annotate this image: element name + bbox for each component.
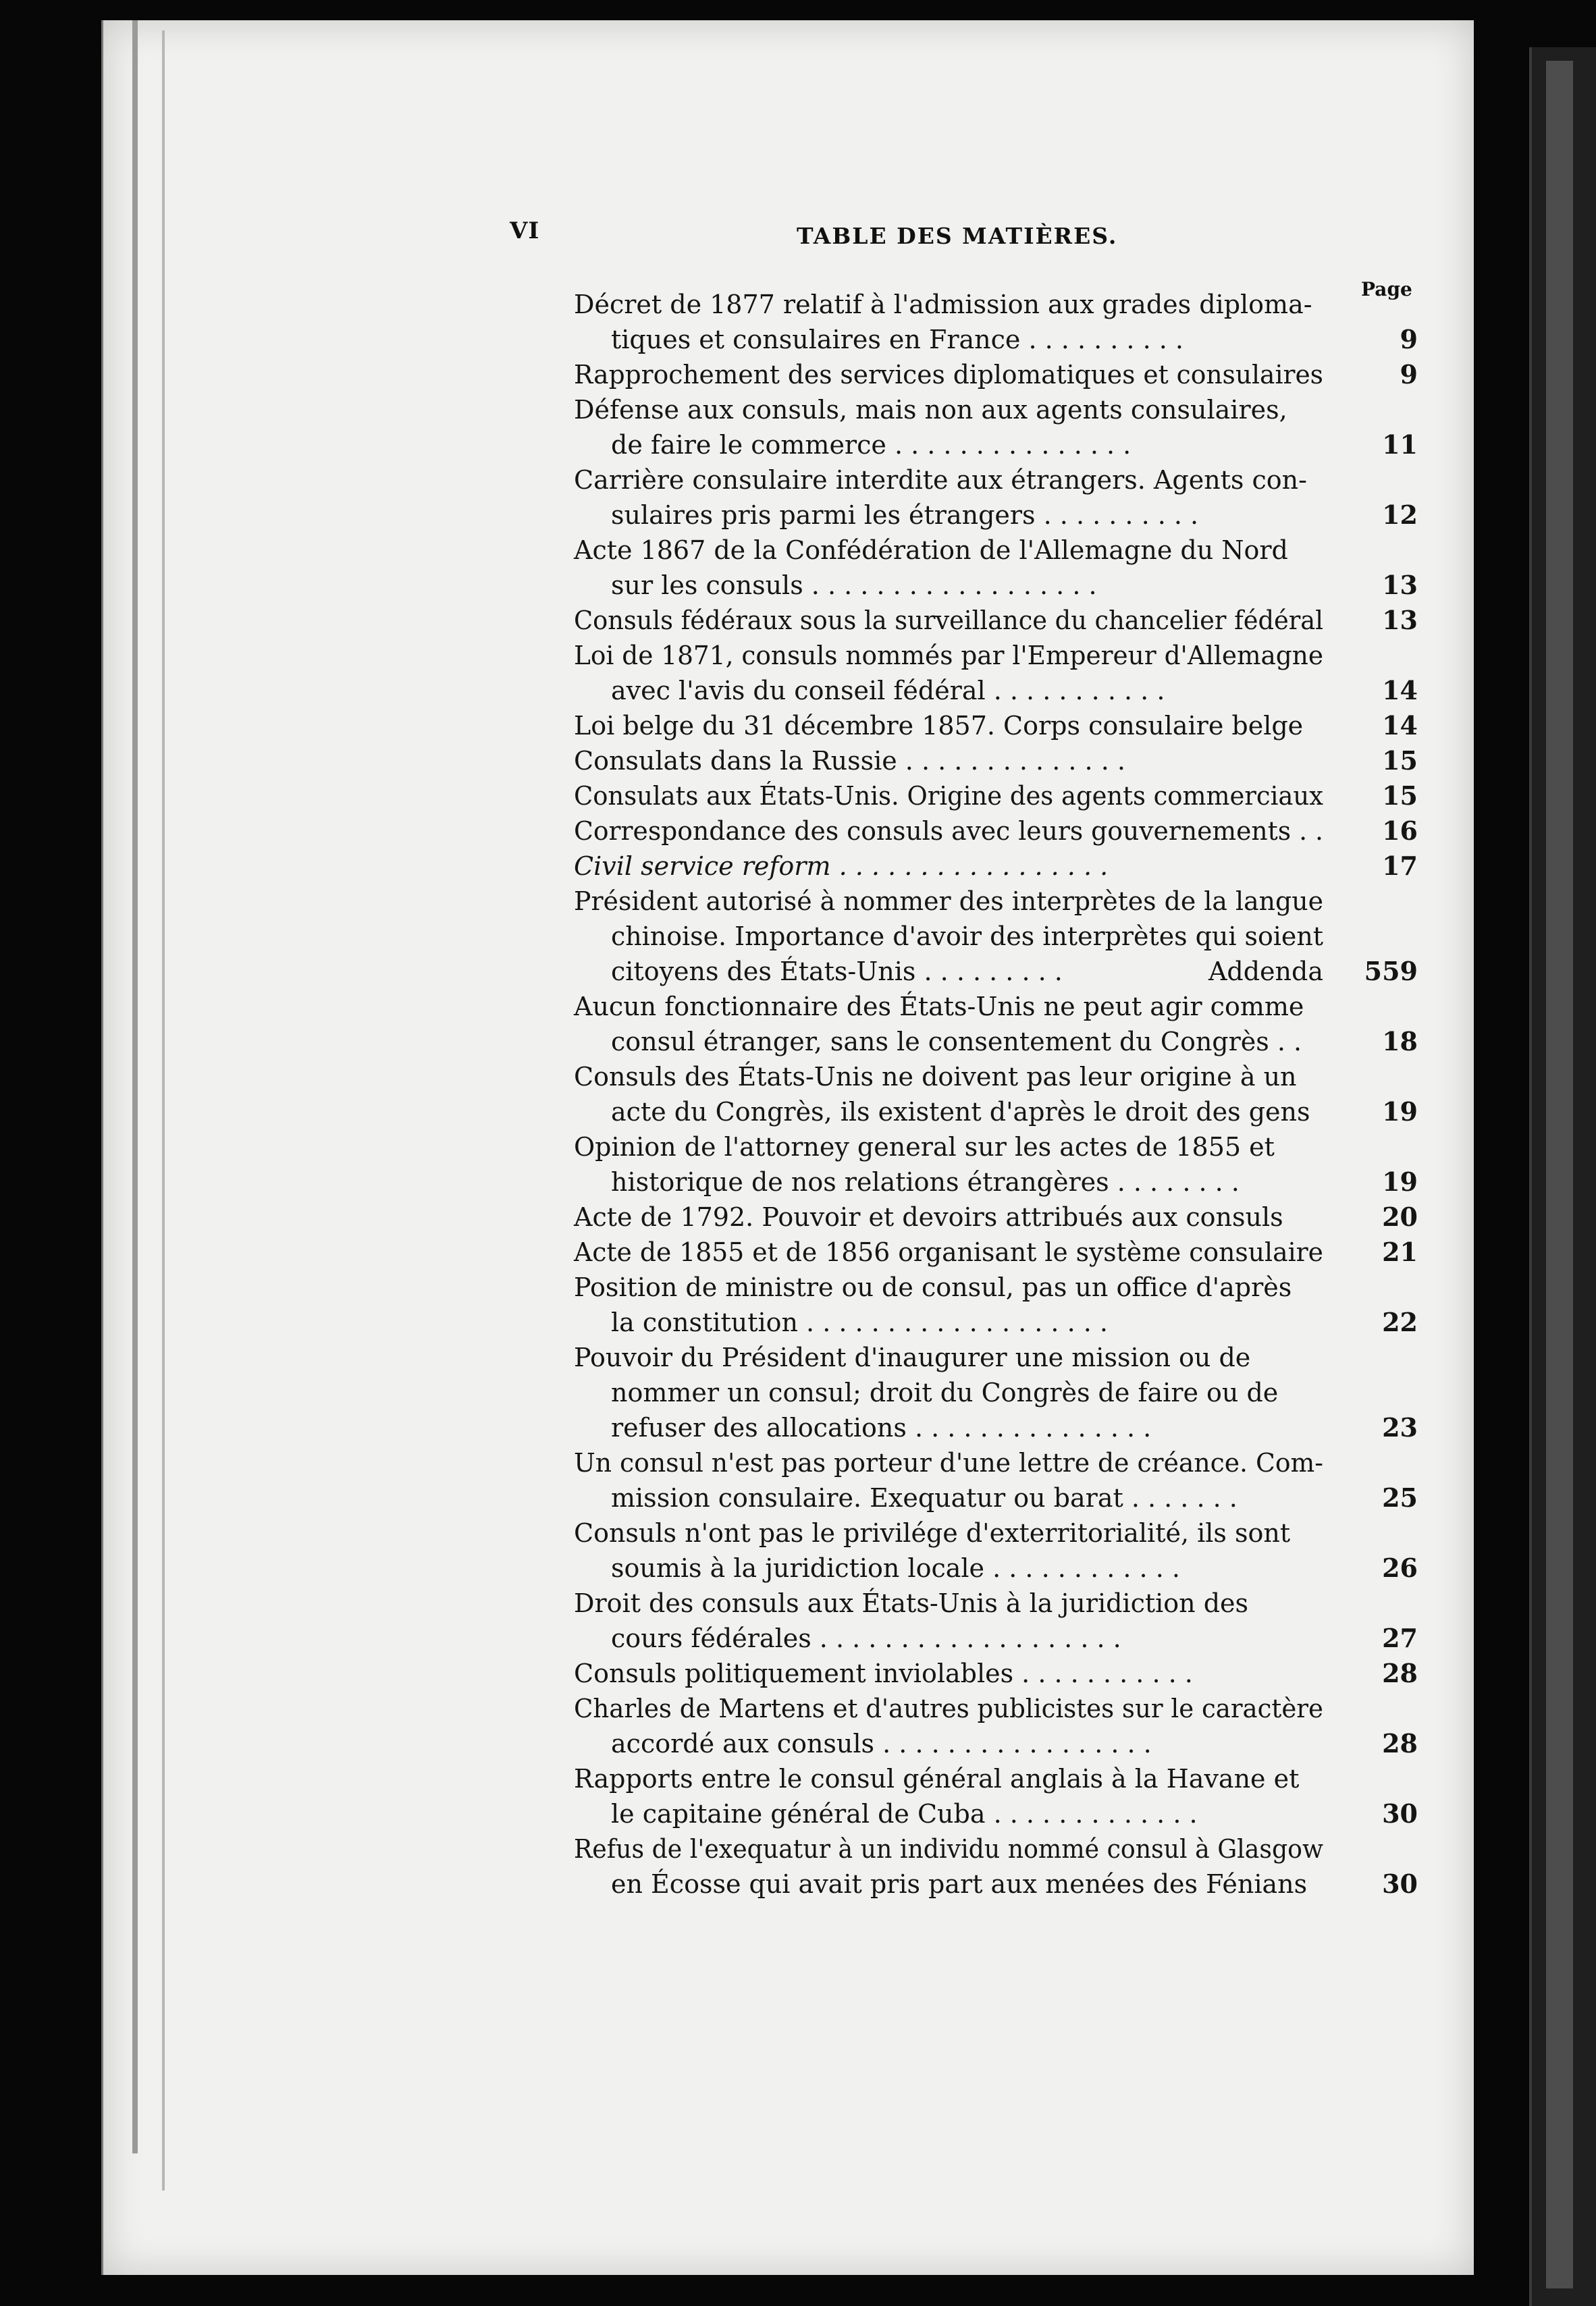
toc-entry [574, 989, 1418, 1059]
toc-line [574, 743, 1418, 778]
toc-page-number: 9 [1400, 324, 1418, 354]
toc-entry [574, 1761, 1418, 1831]
toc-page-number: 21 [1382, 1237, 1418, 1267]
toc-line [574, 1621, 1418, 1656]
toc-entry [574, 743, 1418, 778]
toc-page-number: 559 [1364, 956, 1418, 986]
toc-line [574, 1094, 1418, 1129]
toc-page-number: 17 [1382, 851, 1418, 881]
toc-entry [574, 287, 1418, 357]
toc-line-text: de faire le commerce . . . . . . . . . . . . . . . [611, 430, 1132, 460]
toc-line [574, 1200, 1418, 1235]
toc-page-number: 23 [1382, 1412, 1418, 1443]
toc-line-text: le capitaine général de Cuba . . . . . . . . . . . . . [611, 1799, 1198, 1829]
toc-line-text: refuser des allocations . . . . . . . . . . . . . . . [611, 1413, 1152, 1443]
toc-line-text: Acte de 1855 et de 1856 organisant le système consulaire [574, 1237, 1324, 1267]
addenda-label: Addenda [1208, 957, 1323, 986]
toc-line [574, 673, 1418, 708]
toc-entry [574, 1691, 1418, 1761]
toc-line-text: Rapports entre le consul général anglais à la Havane et [574, 1764, 1300, 1794]
toc-line-text: tiques et consulaires en France . . . . . . . . . . [611, 325, 1183, 354]
toc-line [574, 1586, 1418, 1621]
toc-entry [574, 708, 1418, 743]
toc-entry [574, 392, 1418, 462]
toc-line [574, 954, 1418, 989]
toc-line [574, 1340, 1418, 1375]
toc-page-number: 27 [1382, 1623, 1418, 1653]
toc-line-text: historique de nos relations étrangères . . . . . . . . [611, 1167, 1240, 1197]
page-edge-line [162, 30, 165, 2191]
toc-line [574, 392, 1418, 427]
toc-line [574, 1516, 1418, 1551]
toc-entry [574, 1445, 1418, 1516]
toc-line-text: Consulats aux États-Unis. Origine des agents commerciaux [574, 781, 1323, 811]
toc-line [574, 1761, 1418, 1796]
toc-page-number: 15 [1382, 780, 1418, 811]
toc-page-number: 30 [1382, 1798, 1418, 1829]
toc-entry [574, 884, 1418, 989]
toc-entry [574, 638, 1418, 708]
toc-line [574, 1164, 1418, 1200]
page-column-label: Page [1361, 278, 1412, 300]
toc-line-text: avec l'avis du conseil fédéral . . . . . . . . . . . [611, 676, 1165, 705]
toc-entry [574, 1831, 1418, 1902]
toc-line-text: Refus de l'exequatur à un individu nommé consul à Glasgow [574, 1834, 1324, 1864]
toc-page-number: 20 [1382, 1202, 1418, 1232]
toc-entry [574, 357, 1418, 392]
toc-line [574, 568, 1418, 603]
toc-line-text: Un consul n'est pas porteur d'une lettre de créance. Com- [574, 1448, 1324, 1478]
toc-line [574, 322, 1418, 357]
toc-entry [574, 1516, 1418, 1586]
table-of-contents [574, 287, 1418, 1902]
toc-line [574, 989, 1418, 1024]
toc-entry [574, 813, 1418, 849]
toc-line [574, 1235, 1418, 1270]
toc-page-number: 28 [1382, 1658, 1418, 1688]
page-edge-shadow [132, 20, 138, 2153]
toc-page-number: 14 [1382, 710, 1418, 741]
toc-line [574, 1305, 1418, 1340]
toc-line-text: Position de ministre ou de consul, pas un office d'après [574, 1272, 1292, 1302]
toc-line-text: acte du Congrès, ils existent d'après le droit des gens [611, 1097, 1310, 1127]
toc-line-text: Carrière consulaire interdite aux étrangers. Agents con- [574, 465, 1307, 495]
toc-line [574, 884, 1418, 919]
toc-line [574, 1059, 1418, 1094]
toc-page-number: 26 [1382, 1553, 1418, 1583]
toc-page-number: 14 [1382, 675, 1418, 705]
toc-line-text: Correspondance des consuls avec leurs gouvernements . . [574, 816, 1324, 846]
toc-page-number: 12 [1382, 500, 1418, 530]
toc-line-text: accordé aux consuls . . . . . . . . . . . . . . . . . [611, 1729, 1152, 1759]
toc-line-text: Décret de 1877 relatif à l'admission aux grades diploma- [574, 290, 1312, 319]
toc-page-number: 22 [1382, 1307, 1418, 1337]
toc-line [574, 462, 1418, 498]
toc-entry [574, 1200, 1418, 1235]
toc-entry [574, 1235, 1418, 1270]
toc-page-number: 19 [1382, 1167, 1418, 1197]
toc-line [574, 498, 1418, 533]
toc-line-text: sur les consuls . . . . . . . . . . . . . . . . . . [611, 570, 1097, 600]
toc-line-text: sulaires pris parmi les étrangers . . . . . . . . . . [611, 500, 1199, 530]
toc-line-text: Consulats dans la Russie . . . . . . . . . . . . . . [574, 746, 1125, 776]
toc-line-text: soumis à la juridiction locale . . . . . . . . . . . . [611, 1553, 1180, 1583]
toc-line [574, 813, 1418, 849]
toc-line-text: Défense aux consuls, mais non aux agents consulaires, [574, 395, 1287, 425]
toc-line [574, 919, 1418, 954]
toc-line [574, 1410, 1418, 1445]
toc-line-text: Consuls politiquement inviolables . . . . . . . . . . . [574, 1659, 1193, 1688]
toc-page-number: 18 [1382, 1026, 1418, 1056]
toc-line [574, 1270, 1418, 1305]
toc-entry [574, 778, 1418, 813]
toc-page-number: 19 [1382, 1096, 1418, 1127]
toc-line [574, 1445, 1418, 1480]
toc-line-text: Loi belge du 31 décembre 1857. Corps consulaire belge [574, 711, 1304, 741]
toc-line [574, 1867, 1418, 1902]
toc-page-number: 16 [1382, 815, 1418, 846]
toc-entry [574, 533, 1418, 603]
toc-line [574, 1375, 1418, 1410]
toc-line-text: Droit des consuls aux États-Unis à la juridiction des [574, 1588, 1249, 1618]
toc-line [574, 427, 1418, 462]
toc-line [574, 533, 1418, 568]
page-title: TABLE DES MATIÈRES. [797, 223, 1118, 249]
toc-entry [574, 603, 1418, 638]
page-number: VI [510, 217, 540, 244]
toc-line [574, 778, 1418, 813]
toc-line [574, 1691, 1418, 1726]
toc-line-text: Acte 1867 de la Confédération de l'Allemagne du Nord [574, 535, 1288, 565]
toc-line-text: Président autorisé à nommer des interprètes de la langue [574, 886, 1324, 916]
toc-entry [574, 849, 1418, 884]
toc-line-text: chinoise. Importance d'avoir des interprètes qui soient [611, 921, 1324, 951]
toc-line [574, 1551, 1418, 1586]
toc-line [574, 603, 1418, 638]
toc-line [574, 287, 1418, 322]
toc-line-text: Consuls n'ont pas le privilége d'exterritorialité, ils sont [574, 1518, 1291, 1548]
toc-entry [574, 1059, 1418, 1129]
toc-line-text: la constitution . . . . . . . . . . . . . . . . . . . [611, 1308, 1108, 1337]
toc-line-text: Acte de 1792. Pouvoir et devoirs attribués aux consuls [574, 1202, 1283, 1232]
toc-line [574, 708, 1418, 743]
toc-line [574, 357, 1418, 392]
toc-line [574, 849, 1418, 884]
toc-page-number: 13 [1382, 570, 1418, 600]
toc-line-text: nommer un consul; droit du Congrès de faire ou de [611, 1378, 1279, 1407]
toc-page-number: 9 [1400, 359, 1418, 390]
toc-line [574, 1831, 1418, 1867]
toc-line [574, 1726, 1418, 1761]
toc-line-text: cours fédérales . . . . . . . . . . . . . . . . . . . [611, 1624, 1121, 1653]
toc-line-text: Consuls des États-Unis ne doivent pas leur origine à un [574, 1062, 1297, 1092]
toc-entry [574, 1656, 1418, 1691]
toc-page-number: 30 [1382, 1869, 1418, 1899]
toc-page-number: 25 [1382, 1482, 1418, 1513]
toc-line-text: Loi de 1871, consuls nommés par l'Empereur d'Allemagne [574, 641, 1324, 670]
toc-line-text: en Écosse qui avait pris part aux menées des Fénians [611, 1869, 1308, 1899]
toc-page-number: 15 [1382, 745, 1418, 776]
toc-line [574, 1024, 1418, 1059]
toc-line-text: Charles de Martens et d'autres publicistes sur le caractère [574, 1694, 1323, 1723]
toc-entry [574, 462, 1418, 533]
toc-entry [574, 1340, 1418, 1445]
toc-line-text: Opinion de l'attorney general sur les actes de 1855 et [574, 1132, 1275, 1162]
toc-line-text: Rapprochement des services diplomatiques et consulaires [574, 360, 1323, 390]
toc-line-text: Consuls fédéraux sous la surveillance du chancelier fédéral [574, 606, 1323, 635]
toc-line-text: Aucun fonctionnaire des États-Unis ne peut agir comme [574, 992, 1304, 1021]
toc-line [574, 1480, 1418, 1516]
toc-line [574, 1129, 1418, 1164]
toc-line-text: consul étranger, sans le consentement du Congrès . . [611, 1027, 1302, 1056]
toc-line [574, 1796, 1418, 1831]
toc-line-text: Civil service reform . . . . . . . . . . . . . . . . . [574, 851, 1109, 881]
toc-page-number: 28 [1382, 1728, 1418, 1759]
toc-entry [574, 1270, 1418, 1340]
toc-entry [574, 1586, 1418, 1656]
toc-entry [574, 1129, 1418, 1200]
toc-line-text: Pouvoir du Président d'inaugurer une mission ou de [574, 1343, 1251, 1372]
toc-line [574, 1656, 1418, 1691]
toc-line-text: mission consulaire. Exequatur ou barat . . . . . . . [611, 1483, 1238, 1513]
toc-page-number: 11 [1382, 429, 1418, 460]
adjacent-page-highlight [1546, 61, 1573, 2288]
toc-line [574, 638, 1418, 673]
toc-line-text: citoyens des États-Unis . . . . . . . . . [611, 957, 1063, 986]
toc-page-number: 13 [1382, 605, 1418, 635]
